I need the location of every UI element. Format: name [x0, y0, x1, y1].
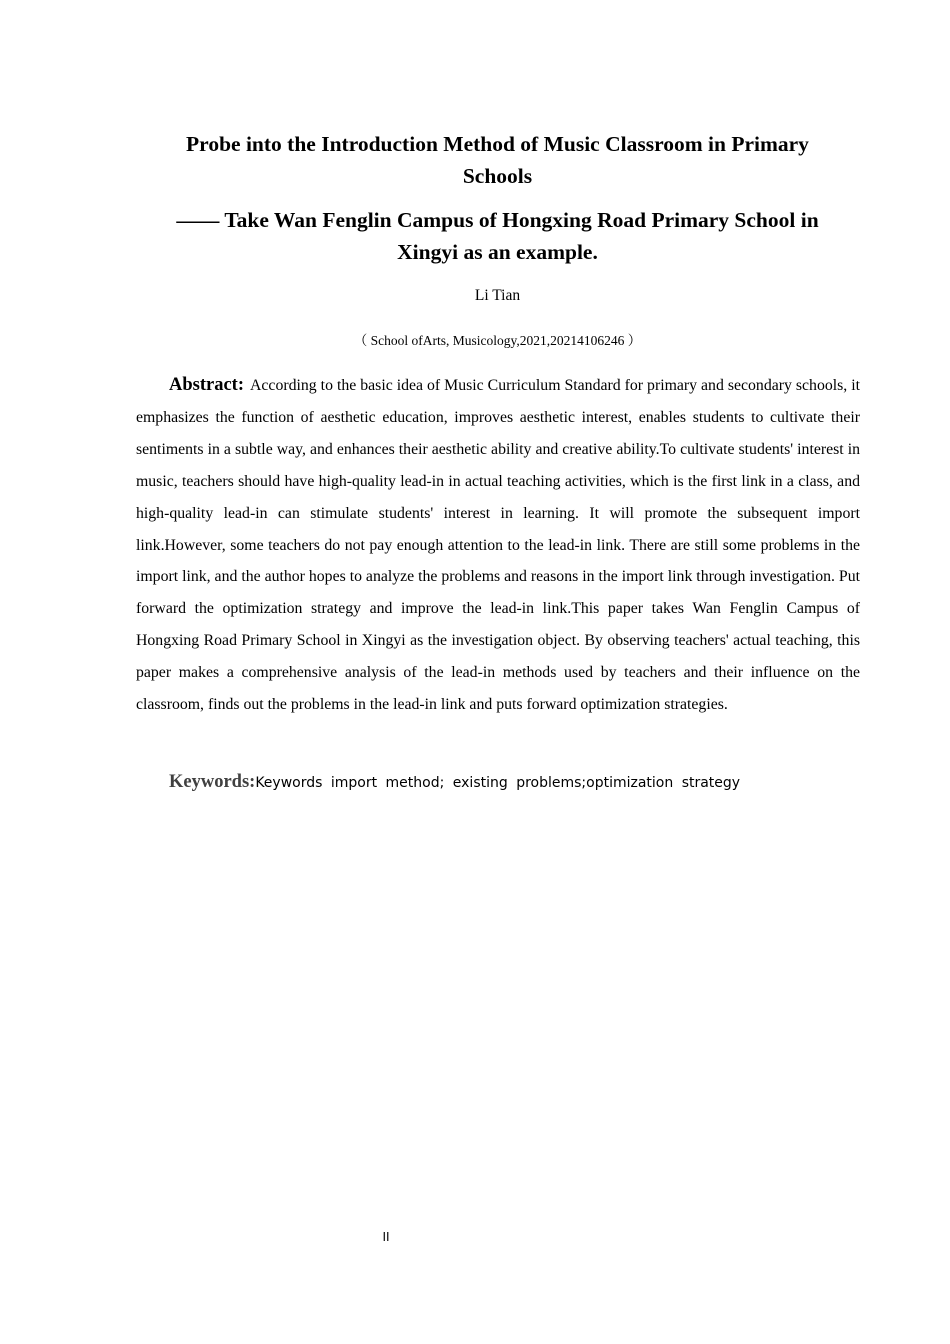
author-name: Li Tian: [474, 287, 521, 304]
author-affiliation: （ School ofArts, Musicology,2021,20214106246 ）: [353, 333, 642, 348]
paper-subtitle: —— Take Wan Fenglin Campus of Hongxing Road Primary School in Xingyi as an example.: [176, 208, 819, 264]
page-number: II: [382, 1230, 390, 1244]
keywords-text: Keywords import method; existing problems;optimization strategy: [255, 775, 741, 791]
keywords-label: Keywords:: [169, 772, 256, 792]
abstract-label: Abstract:: [169, 375, 245, 395]
abstract-paragraph: [136, 370, 860, 721]
keywords-line: [169, 768, 859, 797]
paper-title: Probe into the Introduction Method of Music Classroom in Primary Schools: [186, 132, 809, 188]
abstract-text: According to the basic idea of Music Curriculum Standard for primary and secondary schools, it emphasizes the function of aesthetic education, improves aesthetic interest, enables students to cultivate their sentiments in a subtle way, and enhances their aesthetic ability and creative ability.To cultivate students' interest in music, teachers should have high-quality lead-in in actual teaching activities, which is the first link in a class, and high-quality lead-in can stimulate students' interest in learning. It will promote the subsequent import link.However, some teachers do not pay enough attention to the lead-in link. There are still some problems in the import link, and the author hopes to analyze the problems and reasons in the import link through investigation. Put forward the optimization strategy and improve the lead-in link.This paper takes Wan Fenglin Campus of Hongxing Road Primary School in Xingyi as the investigation object. By observing teachers' actual teaching, this paper makes a comprehensive analysis of the lead-in methods used by teachers and their influence on the classroom, finds out the problems in the lead-in link and puts forward optimization strategies.: [136, 377, 860, 714]
